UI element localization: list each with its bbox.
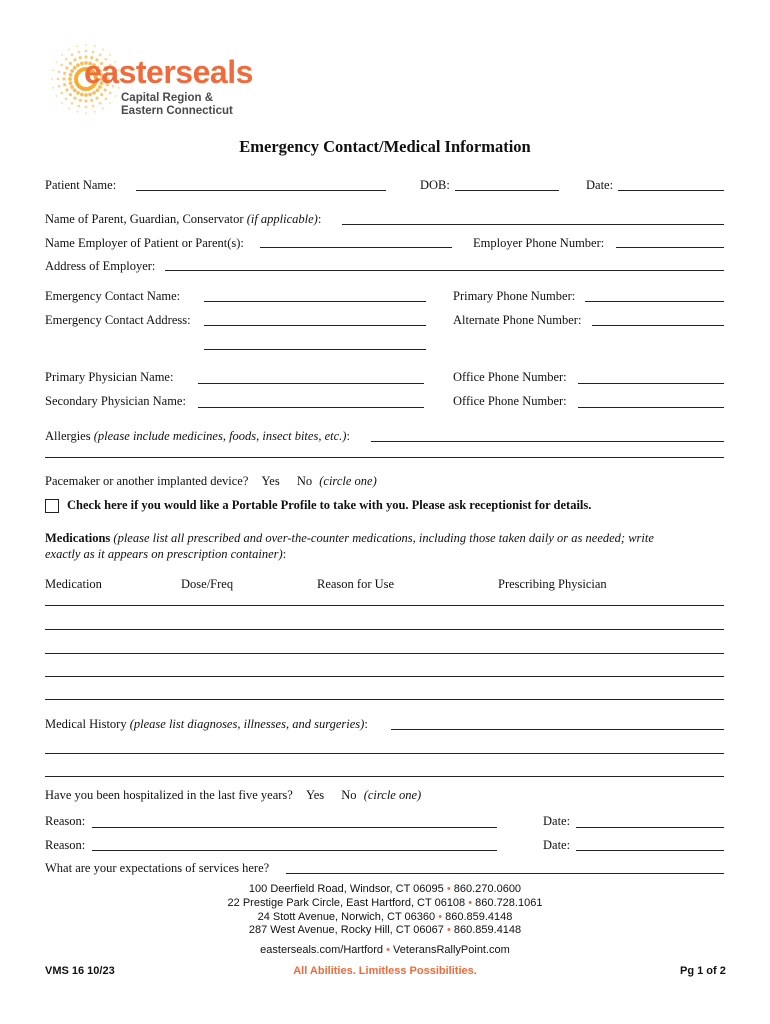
allergies-field[interactable]	[371, 441, 724, 442]
employer-field[interactable]	[260, 247, 452, 248]
logo-wordmark: easterseals	[84, 54, 253, 90]
reason-label-1: Reason:	[45, 814, 86, 828]
form-code: VMS 16 10/23	[45, 965, 115, 977]
employer-address-field[interactable]	[165, 270, 724, 271]
med-row-line[interactable]	[45, 653, 724, 654]
guardian-field[interactable]	[342, 224, 724, 225]
page-title: Emergency Contact/Medical Information	[239, 137, 531, 156]
footer-websites: easterseals.com/Hartford • VeteransRallyPoint.com	[260, 944, 510, 956]
med-row-line[interactable]	[45, 676, 724, 677]
alternate-phone-label: Alternate Phone Number:	[453, 313, 582, 327]
footer-address-3: 24 Stott Avenue, Norwich, CT 06360 • 860.859.4148	[257, 911, 513, 923]
website-link-veterans[interactable]: VeteransRallyPoint.com	[393, 944, 510, 956]
medical-history-field-2[interactable]	[45, 753, 724, 754]
med-col-dose: Dose/Freq	[181, 577, 234, 591]
medications-instructions: Medications (please list all prescribed and over-the-counter medications, including those taken daily or as needed; write exactly as it appears on prescription container):	[45, 531, 654, 561]
primary-phone-label: Primary Phone Number:	[453, 289, 576, 303]
hospitalized-question: Have you been hospitalized in the last five years? Yes No (circle one)	[45, 788, 422, 802]
office-phone-field-2[interactable]	[578, 407, 724, 408]
med-row-line[interactable]	[45, 629, 724, 630]
dob-label: DOB:	[420, 178, 450, 192]
emergency-address-label: Emergency Contact Address:	[45, 313, 191, 327]
portable-profile-label: Check here if you would like a Portable Profile to take with you. Please ask receptionist for details.	[67, 498, 592, 512]
hosp-date-field-1[interactable]	[576, 827, 724, 828]
allergies-field-2[interactable]	[45, 457, 724, 458]
employer-address-label: Address of Employer:	[45, 259, 156, 273]
expectations-field[interactable]	[286, 873, 724, 874]
footer-tagline: All Abilities. Limitless Possibilities.	[293, 965, 477, 977]
office-phone-label-2: Office Phone Number:	[453, 394, 567, 408]
reason-field-2[interactable]	[92, 850, 497, 851]
pacemaker-question: Pacemaker or another implanted device? Yes No (circle one)	[45, 474, 377, 488]
emergency-name-field[interactable]	[204, 301, 426, 302]
primary-phone-field[interactable]	[585, 301, 724, 302]
reason-field-1[interactable]	[92, 827, 497, 828]
date-field[interactable]	[618, 190, 724, 191]
allergies-label: Allergies (please include medicines, foods, insect bites, etc.):	[45, 429, 350, 443]
footer-address-1: 100 Deerfield Road, Windsor, CT 06095 • 860.270.0600	[248, 883, 522, 895]
patient-name-label: Patient Name:	[45, 178, 117, 192]
med-row-line[interactable]	[45, 699, 724, 700]
footer-address-4: 287 West Avenue, Rocky Hill, CT 06067 • 860.859.4148	[248, 924, 522, 936]
date-label: Date:	[586, 178, 614, 192]
pacemaker-no-option[interactable]: No	[296, 474, 313, 488]
dob-field[interactable]	[455, 190, 559, 191]
footer-address-2: 22 Prestige Park Circle, East Hartford, CT 06108 • 860.728.1061	[227, 897, 543, 909]
hosp-date-label-1: Date:	[543, 814, 571, 828]
medical-history-field-3[interactable]	[45, 776, 724, 777]
med-col-physician: Prescribing Physician	[498, 577, 607, 591]
hosp-date-field-2[interactable]	[576, 850, 724, 851]
emergency-address-field-2[interactable]	[204, 349, 426, 350]
reason-label-2: Reason:	[45, 838, 86, 852]
hospitalized-no-option[interactable]: No	[341, 788, 357, 802]
emergency-address-field[interactable]	[204, 325, 426, 326]
med-col-reason: Reason for Use	[317, 577, 395, 591]
medical-history-field[interactable]	[391, 729, 724, 730]
medical-history-label: Medical History (please list diagnoses, illnesses, and surgeries):	[45, 717, 368, 731]
logo-subtitle-2: Eastern Connecticut	[121, 105, 233, 117]
alternate-phone-field[interactable]	[592, 325, 724, 326]
secondary-physician-field[interactable]	[198, 407, 424, 408]
primary-physician-field[interactable]	[198, 383, 424, 384]
pacemaker-yes-option[interactable]: Yes	[261, 474, 280, 488]
office-phone-field-1[interactable]	[578, 383, 724, 384]
logo-subtitle-1: Capital Region &	[121, 92, 214, 104]
employer-phone-label: Employer Phone Number:	[473, 236, 605, 250]
office-phone-label-1: Office Phone Number:	[453, 370, 567, 384]
hospitalized-yes-option[interactable]: Yes	[305, 788, 325, 802]
med-col-medication: Medication	[45, 577, 102, 591]
guardian-label: Name of Parent, Guardian, Conservator (if applicable):	[45, 212, 322, 226]
website-link-hartford[interactable]: easterseals.com/Hartford	[260, 944, 384, 956]
hosp-date-label-2: Date:	[543, 838, 571, 852]
employer-label: Name Employer of Patient or Parent(s):	[45, 236, 244, 250]
med-row-line[interactable]	[45, 605, 724, 606]
portable-profile-checkbox[interactable]	[45, 499, 59, 513]
primary-physician-label: Primary Physician Name:	[45, 370, 174, 384]
patient-name-field[interactable]	[136, 190, 386, 191]
secondary-physician-label: Secondary Physician Name:	[45, 394, 186, 408]
page-number: Pg 1 of 2	[680, 965, 726, 977]
employer-phone-field[interactable]	[616, 247, 724, 248]
expectations-label: What are your expectations of services here?	[45, 861, 270, 875]
emergency-name-label: Emergency Contact Name:	[45, 289, 181, 303]
